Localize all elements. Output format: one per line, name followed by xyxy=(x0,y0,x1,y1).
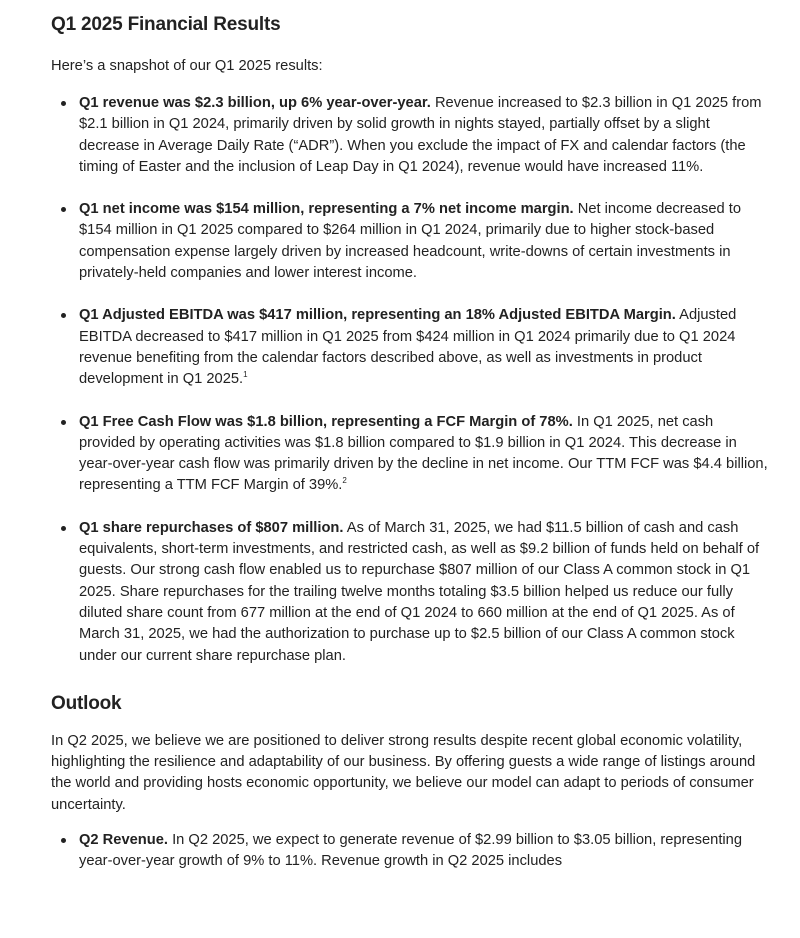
bullet-icon xyxy=(61,207,66,212)
bullet-heading: Q1 share repurchases of $807 million. xyxy=(79,519,344,536)
bullet-text: As of March 31, 2025, we had $11.5 billion of cash and cash equivalents, short-term investments, and restricted cash, as well as $9.2 billion of funds held on behalf of guests. Our strong cash flow enabled us to repurchase $807 million of our Class A common stock in Q1 2025. Share repurchases for the trailing twelve months totaling $3.5 billion helped us reduce our fully diluted share count from 677 million at the end of Q1 2024 to 660 million at the end of Q1 2025. As of March 31, 2025, we had the authorization to purchase up to $2.5 billion of our Class A common stock under our current share repurchase plan. xyxy=(79,519,760,664)
footnote-marker: 1 xyxy=(243,370,248,380)
bullet-text: Net income decreased to $154 million in Q1 2025 compared to $264 million in Q1 2024, primarily due to higher stock-based compensation expense largely driven by increased headcount, write-downs of certain investments in privately-held companies and lower interest income. xyxy=(79,201,742,282)
bullet-heading: Q2 Revenue. xyxy=(79,832,168,849)
bullet-icon xyxy=(61,313,66,318)
list-item-share-repurchases xyxy=(51,518,770,667)
bullet-text: Revenue increased to $2.3 billion in Q1 2025 from $2.1 billion in Q1 2024, primarily driven by solid growth in nights stayed, partially offset by a slight decrease in Average Daily Rate (“ADR”). When you exclude the impact of FX and calendar factors (the timing of Easter and the inclusion of Leap Day in Q1 2024), revenue would have increased 11%. xyxy=(79,95,762,175)
bullet-icon xyxy=(61,420,66,425)
outlook-paragraph: In Q2 2025, we believe we are positioned to deliver strong results despite recent global economic volatility, highlighting the resilience and adaptability of our business. By offering guests a wide range of listings around the world and providing hosts economic opportunity, we believe our model can adapt to periods of consumer uncertainty. xyxy=(51,732,756,813)
list-item-net-income xyxy=(51,199,770,284)
intro-text: Here’s a snapshot of our Q1 2025 results: xyxy=(51,58,323,74)
bullet-icon xyxy=(61,838,66,843)
bullet-icon xyxy=(61,101,66,106)
list-item-revenue xyxy=(51,93,770,178)
list-item-free-cash-flow xyxy=(51,412,770,497)
outlook-list xyxy=(51,830,770,873)
results-list xyxy=(51,93,770,667)
footnote-marker: 2 xyxy=(342,476,347,486)
bullet-icon xyxy=(61,526,66,531)
bullet-heading: Q1 revenue was $2.3 billion, up 6% year-over-year. xyxy=(79,95,431,111)
section-title-outlook: Outlook xyxy=(51,692,122,714)
bullet-heading: Q1 net income was $154 million, representing a 7% net income margin. xyxy=(79,201,574,218)
bullet-text: In Q2 2025, we expect to generate revenue of $2.99 billion to $3.05 billion, representing year-over-year growth of 9% to 11%. Revenue growth in Q2 2025 includes xyxy=(79,832,743,870)
bullet-text: In Q1 2025, net cash provided by operating activities was $1.8 billion compared to $1.9 billion in Q1 2024. This decrease in year-over-year cash flow was primarily driven by the decline in net income. Our TTM FCF was $4.4 billion, representing a TTM FCF Margin of 39%. xyxy=(79,413,768,494)
bullet-heading: Q1 Adjusted EBITDA was $417 million, representing an 18% Adjusted EBITDA Margin. xyxy=(79,307,676,324)
list-item-adjusted-ebitda xyxy=(51,305,770,390)
bullet-heading: Q1 Free Cash Flow was $1.8 billion, representing a FCF Margin of 78%. xyxy=(79,413,573,430)
section-title-financial-results: Q1 2025 Financial Results xyxy=(51,14,281,35)
list-item-q2-revenue xyxy=(51,830,770,873)
bullet-text: Adjusted EBITDA decreased to $417 million in Q1 2025 from $424 million in Q1 2024 primarily due to Q1 2024 revenue benefiting from the calendar factors described above, as well as investments in product development in Q1 2025. xyxy=(79,307,737,388)
